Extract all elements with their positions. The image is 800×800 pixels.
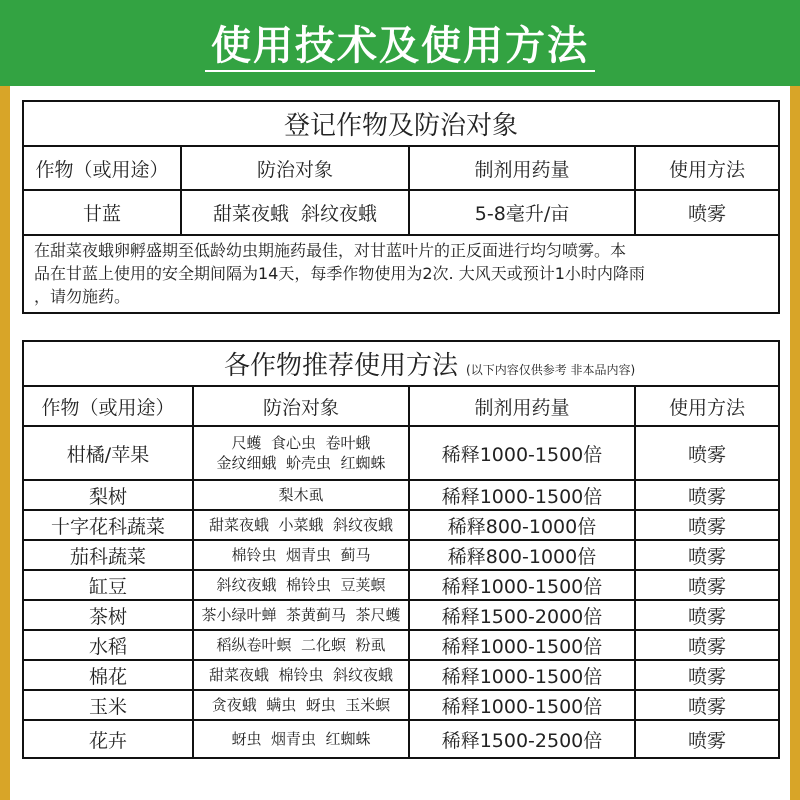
crop-cell: 水稻 (23, 630, 193, 660)
method-cell: 喷雾 (635, 630, 779, 660)
table-row (23, 630, 779, 660)
registered-table-title: 登记作物及防治对象 (23, 101, 779, 146)
recommended-subtitle: (以下内容仅供参考 非本品内容) (466, 363, 636, 377)
target-line: 蚜虫 烟青虫 红蜘蛛 (231, 730, 371, 748)
usage-note-line: 在甜菜夜蛾卵孵盛期至低龄幼虫期施药最佳，对甘蓝叶片的正反面进行均匀喷雾。本 (34, 241, 627, 260)
target-line: 贪夜蛾 螨虫 蚜虫 玉米螟 (211, 696, 391, 714)
usage-note-line: ，请勿施药。 (34, 287, 131, 306)
target-cell (193, 660, 409, 690)
method-cell: 喷雾 (635, 426, 779, 480)
target-cell: 甜菜夜蛾 斜纹夜蛾 (181, 190, 409, 235)
crop-cell: 茶树 (23, 600, 193, 630)
dose-cell: 稀释1000-1500倍 (409, 426, 635, 480)
left-border-strip (0, 86, 10, 800)
crop-cell: 棉花 (23, 660, 193, 690)
table-row (23, 570, 779, 600)
table-row (23, 600, 779, 630)
dose-cell: 稀释1000-1500倍 (409, 630, 635, 660)
table-row (23, 510, 779, 540)
dose-cell: 稀释1000-1500倍 (409, 570, 635, 600)
recommended-title-text: 各作物推荐使用方法 (224, 351, 459, 381)
usage-note-line: 品在甘蓝上使用的安全期间隔为14天，每季作物使用为2次. 大风天或预计1小时内降雨 (34, 264, 645, 283)
header-target: 防治对象 (193, 386, 409, 426)
dose-cell: 稀释1000-1500倍 (409, 690, 635, 720)
target-cell (193, 600, 409, 630)
table-row (23, 426, 779, 480)
header-method: 使用方法 (635, 386, 779, 426)
header-banner (0, 0, 800, 86)
method-cell: 喷雾 (635, 540, 779, 570)
target-cell (193, 570, 409, 600)
target-cell (193, 510, 409, 540)
header-dose: 制剂用药量 (409, 146, 635, 190)
target-cell (193, 540, 409, 570)
table-row (23, 690, 779, 720)
header-method: 使用方法 (635, 146, 779, 190)
crop-cell: 茄科蔬菜 (23, 540, 193, 570)
header-crop: 作物（或用途） (23, 146, 181, 190)
target-line: 棉铃虫 烟青虫 蓟马 (231, 546, 371, 564)
method-cell: 喷雾 (635, 600, 779, 630)
table-row (23, 540, 779, 570)
title-underline (205, 70, 595, 72)
method-cell: 喷雾 (635, 660, 779, 690)
target-cell (193, 480, 409, 510)
method-cell: 喷雾 (635, 190, 779, 235)
page-title: 使用技术及使用方法 (211, 23, 589, 69)
method-cell: 喷雾 (635, 480, 779, 510)
header-crop: 作物（或用途） (23, 386, 193, 426)
target-cell (193, 630, 409, 660)
method-cell: 喷雾 (635, 570, 779, 600)
registered-header-row (23, 146, 779, 190)
crop-cell: 十字花科蔬菜 (23, 510, 193, 540)
target-cell (193, 426, 409, 480)
crop-cell: 玉米 (23, 690, 193, 720)
dose-cell: 稀释1500-2000倍 (409, 600, 635, 630)
recommended-rows (23, 426, 779, 758)
dose-cell: 稀释1000-1500倍 (409, 660, 635, 690)
target-line: 梨木虱 (278, 486, 324, 504)
method-cell: 喷雾 (635, 510, 779, 540)
target-line: 甜菜夜蛾 棉铃虫 斜纹夜蛾 (208, 666, 394, 684)
crop-cell: 梨树 (23, 480, 193, 510)
dose-cell: 5-8毫升/亩 (409, 190, 635, 235)
recommended-table-title (23, 341, 779, 386)
target-line: 稻纵卷叶螟 二化螟 粉虱 (216, 636, 386, 654)
right-border-strip (790, 86, 800, 800)
target-line: 金纹细蛾 蚧壳虫 红蜘蛛 (216, 454, 386, 472)
method-cell: 喷雾 (635, 720, 779, 758)
crop-cell: 花卉 (23, 720, 193, 758)
table-row (23, 720, 779, 758)
usage-note (23, 235, 779, 313)
method-cell: 喷雾 (635, 690, 779, 720)
header-dose: 制剂用药量 (409, 386, 635, 426)
target-cell (193, 720, 409, 758)
table-row (23, 480, 779, 510)
target-line: 茶小绿叶蝉 茶黄蓟马 茶尺蠖 (201, 606, 401, 624)
crop-cell: 甘蓝 (23, 190, 181, 235)
crop-cell: 缸豆 (23, 570, 193, 600)
target-cell (193, 690, 409, 720)
crop-cell: 柑橘/苹果 (23, 426, 193, 480)
header-target: 防治对象 (181, 146, 409, 190)
dose-cell: 稀释1500-2500倍 (409, 720, 635, 758)
recommended-usage-table (22, 340, 780, 759)
registered-crops-table (22, 100, 780, 314)
dose-cell: 稀释1000-1500倍 (409, 480, 635, 510)
dose-cell: 稀释800-1000倍 (409, 540, 635, 570)
recommended-header-row (23, 386, 779, 426)
registered-data-row (23, 190, 779, 235)
table-row (23, 660, 779, 690)
target-line: 尺蠖 食心虫 卷叶蛾 (231, 434, 371, 452)
target-line: 斜纹夜蛾 棉铃虫 豆荚螟 (216, 576, 386, 594)
target-line: 甜菜夜蛾 小菜蛾 斜纹夜蛾 (208, 516, 394, 534)
dose-cell: 稀释800-1000倍 (409, 510, 635, 540)
